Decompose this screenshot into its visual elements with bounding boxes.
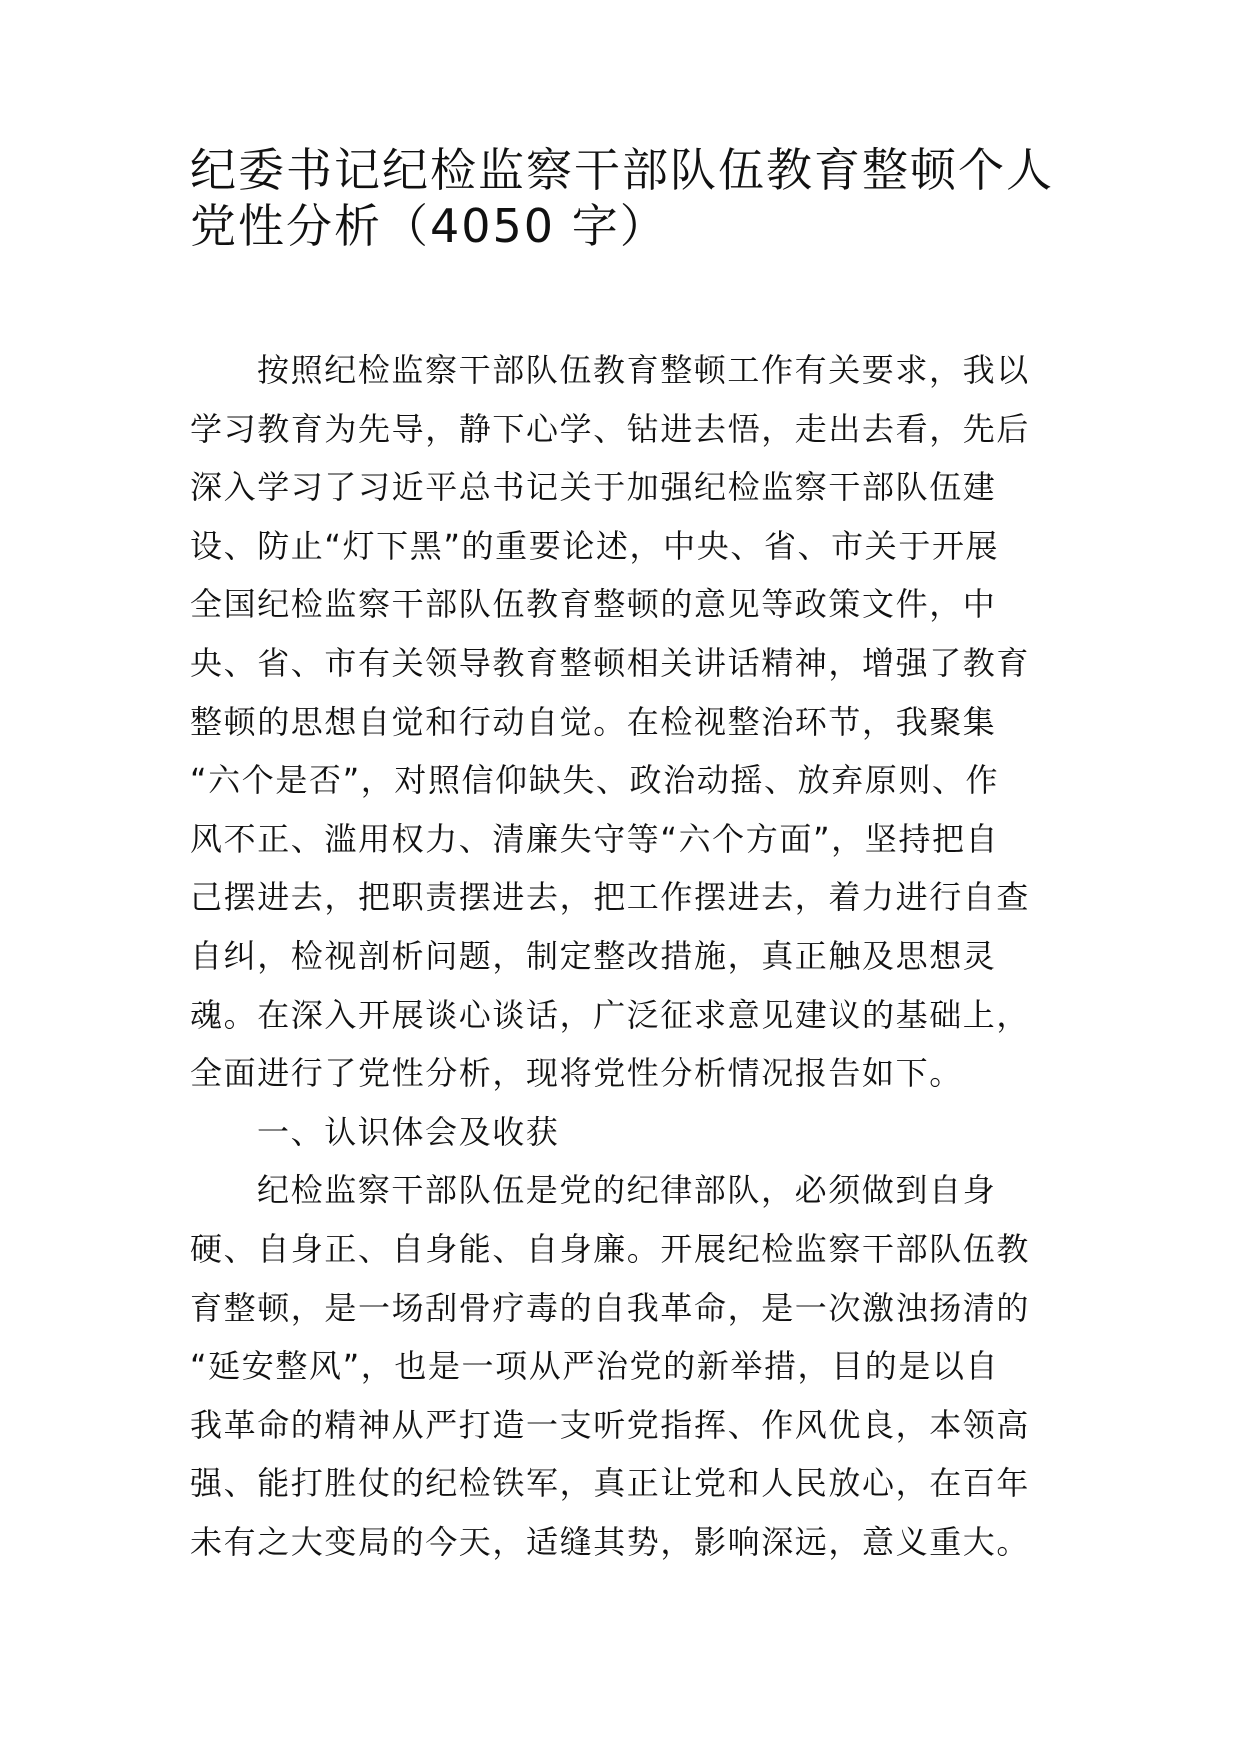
text-line: “延安整风”，也是一项从严治党的新举措，目的是以自 <box>190 1347 1000 1386</box>
text-line: 强、能打胜仗的纪检铁军，真正让党和人民放心，在百年 <box>190 1464 1031 1503</box>
text-line: 纪检监察干部队伍是党的纪律部队，必须做到自身 <box>257 1171 997 1210</box>
document-body <box>190 341 1070 1571</box>
text-line: 风不正、滥用权力、清廉失守等“六个方面”，坚持把自 <box>190 819 1000 858</box>
title-line: 党性分析（4050 字） <box>190 199 668 253</box>
section-heading-text: 一、认识体会及收获 <box>257 1112 560 1151</box>
text-line: 全面进行了党性分析，现将党性分析情况报告如下。 <box>190 1054 963 1093</box>
text-line: “六个是否”，对照信仰缺失、政治动摇、放弃原则、作 <box>190 761 1000 800</box>
text-line: 魂。在深入开展谈心谈话，广泛征求意见建议的基础上， <box>190 995 1031 1034</box>
paragraph <box>190 341 1070 1103</box>
text-line: 硬、自身正、自身能、自身廉。开展纪检监察干部队伍教 <box>190 1229 1031 1268</box>
paragraph <box>190 1161 1070 1571</box>
text-line: 学习教育为先导，静下心学、钻进去悟，走出去看，先后 <box>190 409 1031 448</box>
text-line: 己摆进去，把职责摆进去，把工作摆进去，着力进行自查 <box>190 878 1031 917</box>
text-line: 按照纪检监察干部队伍教育整顿工作有关要求，我以 <box>257 351 1030 389</box>
text-line: 我革命的精神从严打造一支听党指挥、作风优良，本领高 <box>190 1405 1031 1444</box>
text-line: 自纠，检视剖析问题，制定整改措施，真正触及思想灵 <box>190 936 997 975</box>
text-line: 央、省、市有关领导教育整顿相关讲话精神，增强了教育 <box>190 643 1031 682</box>
document-title <box>190 142 1090 254</box>
text-line: 全国纪检监察干部队伍教育整顿的意见等政策文件，中 <box>190 585 997 624</box>
text-line: 育整顿，是一场刮骨疗毒的自我革命，是一次激浊扬清的 <box>190 1288 1031 1327</box>
text-line: 未有之大变局的今天，适缝其势，影响深远，意义重大。 <box>190 1522 1031 1561</box>
text-line: 整顿的思想自觉和行动自觉。在检视整治环节，我聚集 <box>190 702 997 741</box>
text-line: 设、防止“灯下黑”的重要论述，中央、省、市关于开展 <box>190 526 1000 565</box>
title-line: 纪委书记纪检监察干部队伍教育整顿个人 <box>190 143 1054 197</box>
text-line: 深入学习了习近平总书记关于加强纪检监察干部队伍建 <box>190 468 997 507</box>
section-heading <box>190 1103 1070 1162</box>
